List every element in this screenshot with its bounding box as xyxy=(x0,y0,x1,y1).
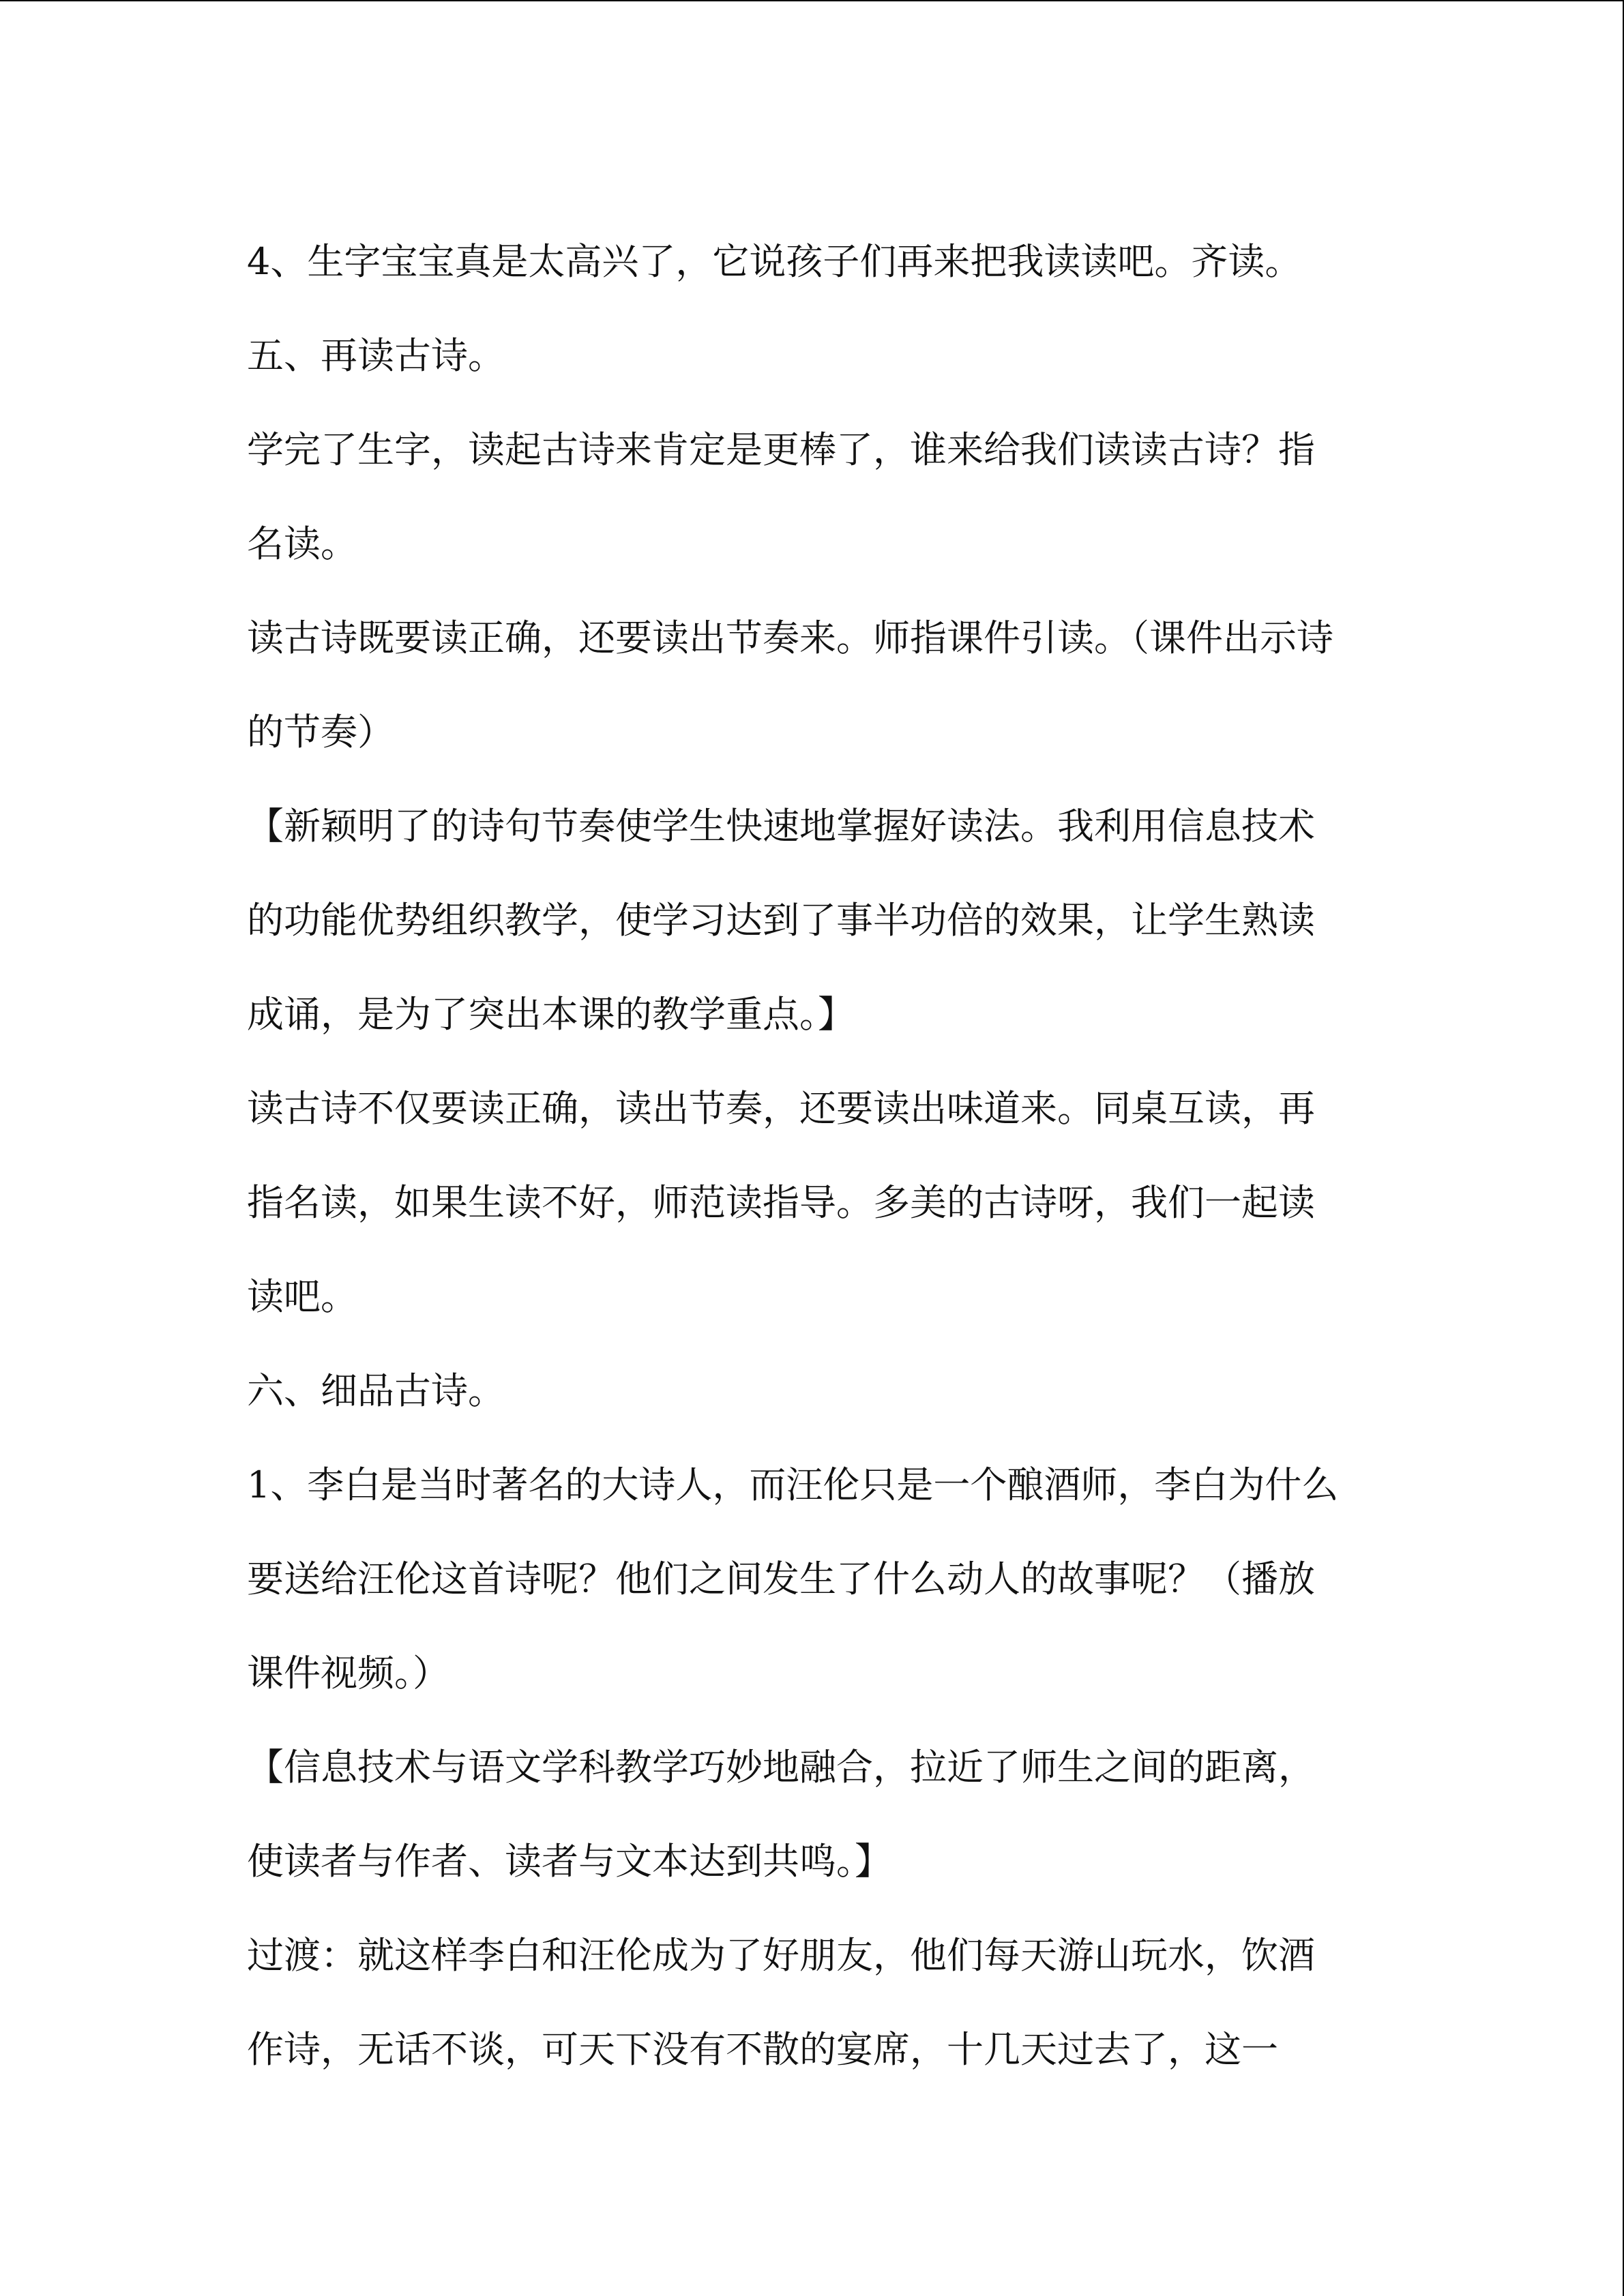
commentary-line: 使读者与作者、读者与文本达到共鸣。】 xyxy=(247,1840,891,1883)
commentary-line: 成诵，是为了突出本课的教学重点。】 xyxy=(247,993,855,1036)
transition-line: 过渡：就这样李白和汪伦成为了好朋友，他们每天游山玩水，饮酒 xyxy=(247,1934,1315,1977)
step-4-line: 4、生字宝宝真是太高兴了，它说孩子们再来把我读读吧。齐读。 xyxy=(247,240,1302,283)
paragraph-line: 要送给汪伦这首诗呢？他们之间发生了什么动人的故事呢？（播放 xyxy=(247,1557,1315,1600)
section-6-heading: 六、细品古诗。 xyxy=(247,1369,505,1412)
commentary-line: 的功能优势组织教学，使学习达到了事半功倍的效果，让学生熟读 xyxy=(247,899,1315,942)
paragraph-line: 读古诗既要读正确，还要读出节奏来。师指课件引读。（课件出示诗 xyxy=(247,616,1333,659)
section-5-heading: 五、再读古诗。 xyxy=(247,334,505,377)
paragraph-line: 的节奏） xyxy=(247,711,394,754)
paragraph-line: 读古诗不仅要读正确，读出节奏，还要读出味道来。同桌互读，再 xyxy=(247,1087,1315,1130)
paragraph-line: 课件视频。） xyxy=(247,1652,449,1695)
step-1-line: 1、李白是当时著名的大诗人，而汪伦只是一个酿酒师，李白为什么 xyxy=(247,1463,1339,1506)
commentary-line: 【新颖明了的诗句节奏使学生快速地掌握好读法。我利用信息技术 xyxy=(247,805,1315,848)
paragraph-line: 指名读，如果生读不好，师范读指导。多美的古诗呀，我们一起读 xyxy=(247,1181,1315,1224)
paragraph-line: 名读。 xyxy=(247,522,357,565)
paragraph-line: 学完了生字，读起古诗来肯定是更棒了，谁来给我们读读古诗？指 xyxy=(247,428,1315,471)
paragraph-line: 读吧。 xyxy=(247,1275,357,1318)
document-body xyxy=(247,215,1379,2097)
commentary-line: 【信息技术与语文学科教学巧妙地融合，拉近了师生之间的距离， xyxy=(247,1746,1315,1789)
transition-line: 作诗，无话不谈，可天下没有不散的宴席，十几天过去了，这一 xyxy=(247,2028,1278,2071)
